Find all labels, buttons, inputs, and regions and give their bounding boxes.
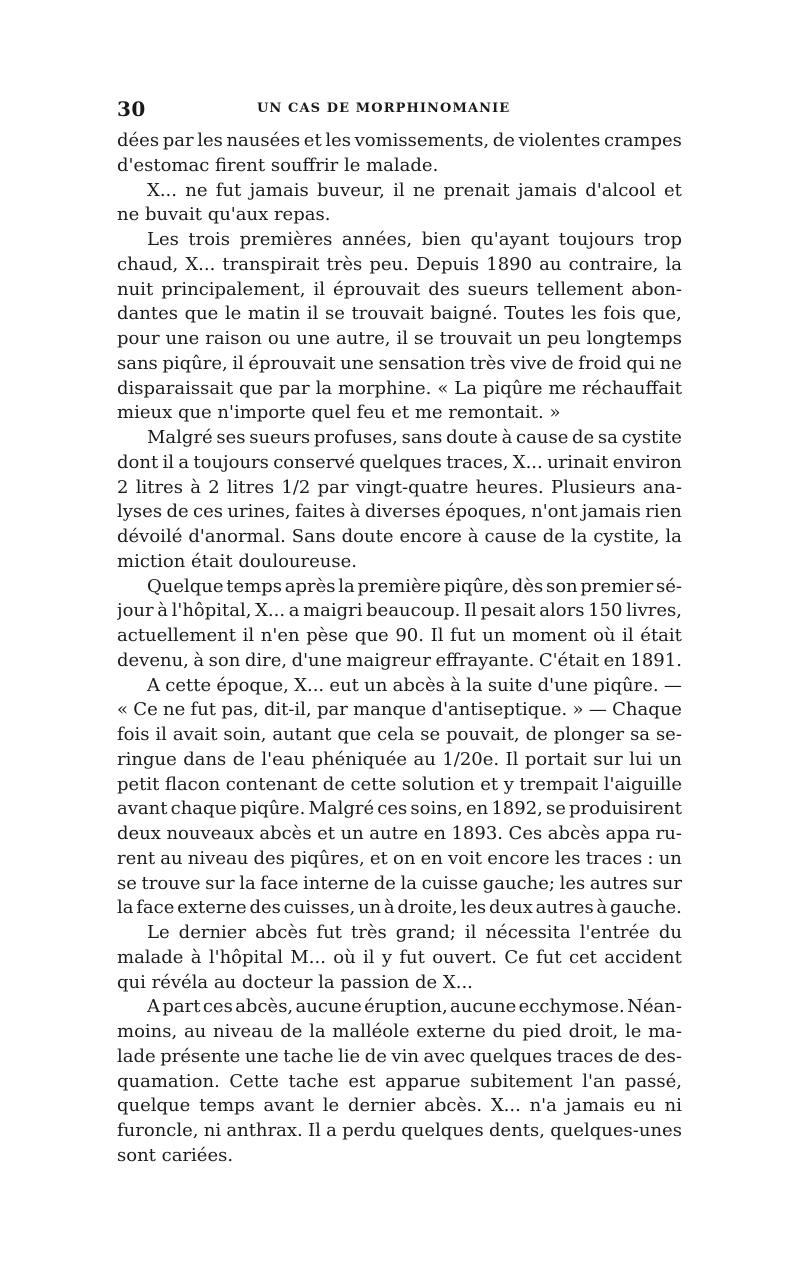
text-line: sont cariées. — [117, 1144, 234, 1166]
running-title: UN CAS DE MORPHINOMANIE — [257, 101, 511, 116]
text-line: devenu, à son dire, d'une maigreur effrayante. C'était en 1891. — [117, 649, 682, 671]
text-line: « Ce ne fut pas, dit-il, par manque d'antiseptique. » — Chaque — [117, 699, 682, 721]
text-line: moins, au niveau de la malléole externe du pied droit, le ma- — [117, 1021, 682, 1042]
text-line: rent au niveau des piqûres, et on en voit encore les traces : un — [117, 847, 682, 869]
text-line: A cette époque, X... eut un abcès à la suite d'une piqûre. — — [147, 674, 682, 696]
text-line: lade présente une tache lie de vin avec quelques traces de des- — [117, 1045, 682, 1067]
text-line: dévoilé d'anormal. Sans doute encore à cause de la cystite, la — [117, 526, 682, 547]
text-line: dantes que le matin il se trouvait baigné. Toutes les fois que, — [117, 303, 682, 325]
text-line: X... ne fut jamais buveur, il ne prenait jamais d'alcool et — [147, 179, 682, 201]
text-line: petit flacon contenant de cette solution et y trempait l'aiguille — [117, 773, 682, 795]
text-line: Le dernier abcès fut très grand; il nécessita l'entrée du — [147, 922, 682, 943]
text-line: Les trois premières années, bien qu'ayant toujours trop — [147, 229, 682, 250]
body-text — [117, 129, 682, 1169]
text-line: 2 litres à 2 litres 1/2 par vingt-quatre heures. Plusieurs ana- — [117, 476, 682, 498]
text-line: la face externe des cuisses, un à droite, les deux autres à gauche. — [117, 897, 682, 919]
text-line: nuit principalement, il éprouvait des sueurs tellement abon- — [117, 278, 682, 300]
text-line: se trouve sur la face interne de la cuisse gauche; les autres sur — [117, 872, 682, 894]
text-line: disparaissait que par la morphine. « La piqûre me réchauffait — [117, 377, 682, 399]
text-line: dées par les nausées et les vomissements, de violentes crampes — [117, 130, 682, 151]
text-line: Quelque temps après la première piqûre, dès son premier sé- — [147, 575, 682, 597]
text-line: pour une raison ou une autre, il se trouvait un peu longtemps — [117, 328, 682, 349]
text-line: malade à l'hôpital M... où il y fut ouvert. Ce fut cet accident — [117, 946, 682, 968]
text-line: avant chaque piqûre. Malgré ces soins, en 1892, se produisirent — [117, 798, 682, 820]
text-line: A part ces abcès, aucune éruption, aucune ecchymose. Néan- — [147, 996, 682, 1018]
text-line: quamation. Cette tache est apparue subitement l'an passé, — [117, 1070, 682, 1092]
text-line: dont il a toujours conservé quelques traces, X... urinait environ — [117, 451, 682, 473]
text-line: fois il avait soin, autant que cela se pouvait, de plonger sa se- — [117, 724, 682, 745]
running-head — [117, 97, 682, 121]
text-line: d'estomac firent souffrir le malade. — [117, 154, 439, 176]
text-line: chaud, X... transpirait très peu. Depuis 1890 au contraire, la — [117, 253, 682, 275]
text-line: actuellement il n'en pèse que 90. Il fut un moment où il était — [117, 625, 682, 646]
text-line: Malgré ses sueurs profuses, sans doute à cause de sa cystite — [147, 427, 682, 448]
text-line: miction était douloureuse. — [117, 550, 357, 572]
text-line: ne buvait qu'aux repas. — [117, 204, 331, 226]
text-line: sans piqûre, il éprouvait une sensation très vive de froid qui ne — [117, 352, 682, 374]
page-number: 30 — [117, 97, 146, 121]
text-line: qui révéla au docteur la passion de X... — [117, 971, 473, 993]
text-line: ringue dans de l'eau phéniquée au 1/20e. Il portait sur lui un — [117, 748, 682, 770]
text-line: jour à l'hôpital, X... a maigri beaucoup. Il pesait alors 150 livres, — [117, 600, 682, 622]
text-line: deux nouveaux abcès et un autre en 1893. Ces abcès appa ru- — [117, 823, 682, 844]
text-line: quelque temps avant le dernier abcès. X... n'a jamais eu ni — [117, 1095, 682, 1117]
text-line: furoncle, ni anthrax. Il a perdu quelques dents, quelques-unes — [117, 1120, 682, 1141]
text-line: mieux que n'importe quel feu et me remontait. » — [117, 402, 561, 424]
text-line: lyses de ces urines, faites à diverses époques, n'ont jamais rien — [117, 501, 682, 523]
